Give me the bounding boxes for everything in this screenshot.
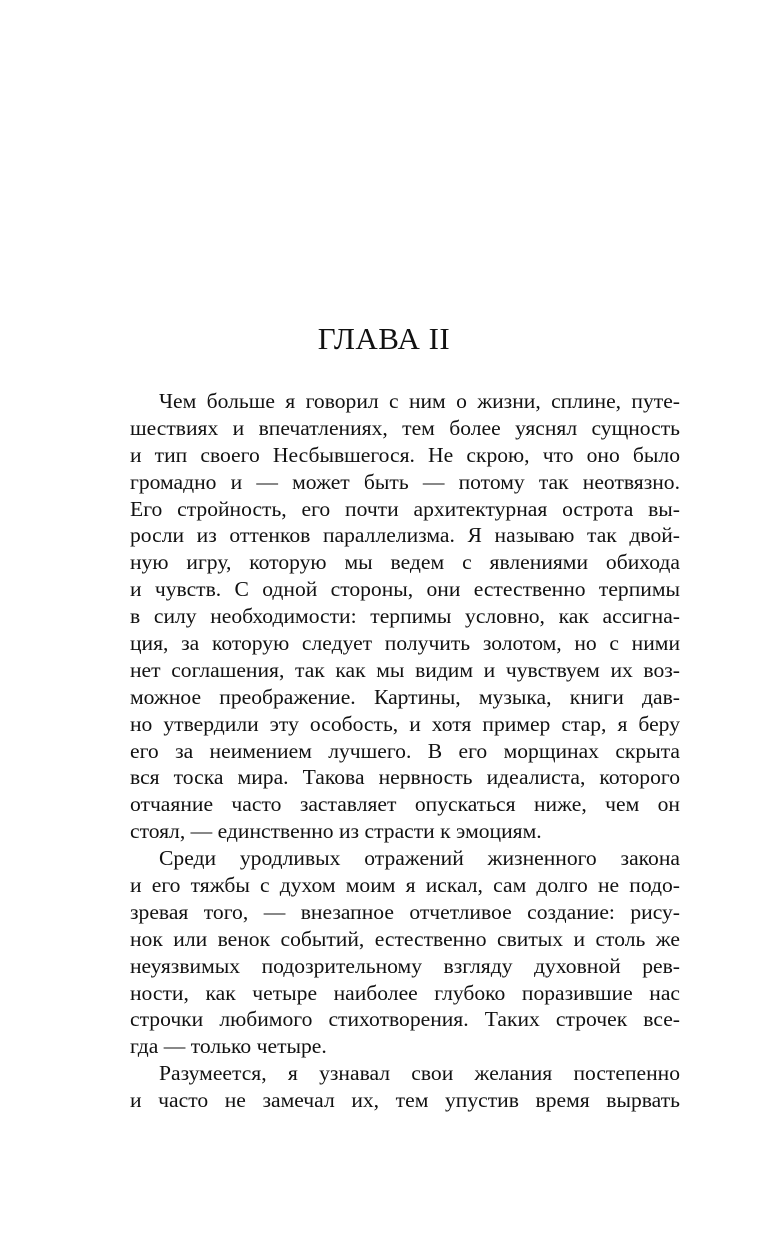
text-line: ную игру, которую мы ведем с явлениями обихода (130, 550, 680, 575)
text-line: громадно и — может быть — потому так неотвязно. (130, 469, 680, 494)
text-line: Чем больше я говорил с ним о жизни, сплине, путе- (159, 389, 680, 413)
text-line: ция, за которую следует получить золотом, но с ними (130, 631, 680, 656)
text-line: и тип своего Несбывшегося. Не скрою, что оно было (130, 442, 680, 467)
text-line: и часто не замечал их, тем упустив время вырвать (130, 1088, 680, 1113)
text-line: но утвердили эту особость, и хотя пример стар, я беру (130, 711, 680, 736)
text-line: нет соглашения, так как мы видим и чувствуем их воз- (130, 657, 680, 682)
text-line: строчки любимого стихотворения. Таких строчек все- (130, 1007, 680, 1032)
text-line: неуязвимых подозрительному взгляду духовной рев- (130, 953, 680, 978)
text-line: в силу необходимости: терпимы условно, как ассигна- (130, 604, 680, 629)
text-line: гда — только четыре. (130, 1034, 327, 1059)
text-line: нок или венок событий, естественно свитых и столь же (130, 926, 680, 951)
text-line: отчаяние часто заставляет опускаться ниже, чем он (130, 792, 680, 817)
text-line: его за неимением лучшего. В его морщинах скрыта (130, 738, 680, 763)
body-text (130, 388, 680, 1114)
text-line: можное преображение. Картины, музыка, книги дав- (130, 684, 680, 709)
text-line: ности, как четыре наиболее глубоко поразившие нас (130, 980, 680, 1005)
text-line: Разумеется, я узнавал свои желания постепенно (159, 1061, 680, 1086)
text-line: Среди уродливых отражений жизненного закона (159, 846, 680, 871)
text-line: стоял, — единственно из страсти к эмоциям. (130, 819, 542, 844)
text-line: зревая того, — внезапное отчетливое создание: рису- (130, 899, 680, 924)
text-line: шествиях и впечатлениях, тем более уяснял сущность (130, 415, 680, 440)
text-line: вся тоска мира. Такова нервность идеалиста, которого (130, 765, 680, 790)
chapter-title: ГЛАВА II (317, 321, 451, 356)
text-line: росли из оттенков параллелизма. Я называю так двой- (130, 523, 680, 548)
text-line: и его тяжбы с духом моим я искал, сам долго не подо- (130, 873, 680, 898)
text-line: и чувств. С одной стороны, они естественно терпимы (130, 577, 680, 602)
text-line: Его стройность, его почти архитектурная острота вы- (130, 496, 680, 521)
